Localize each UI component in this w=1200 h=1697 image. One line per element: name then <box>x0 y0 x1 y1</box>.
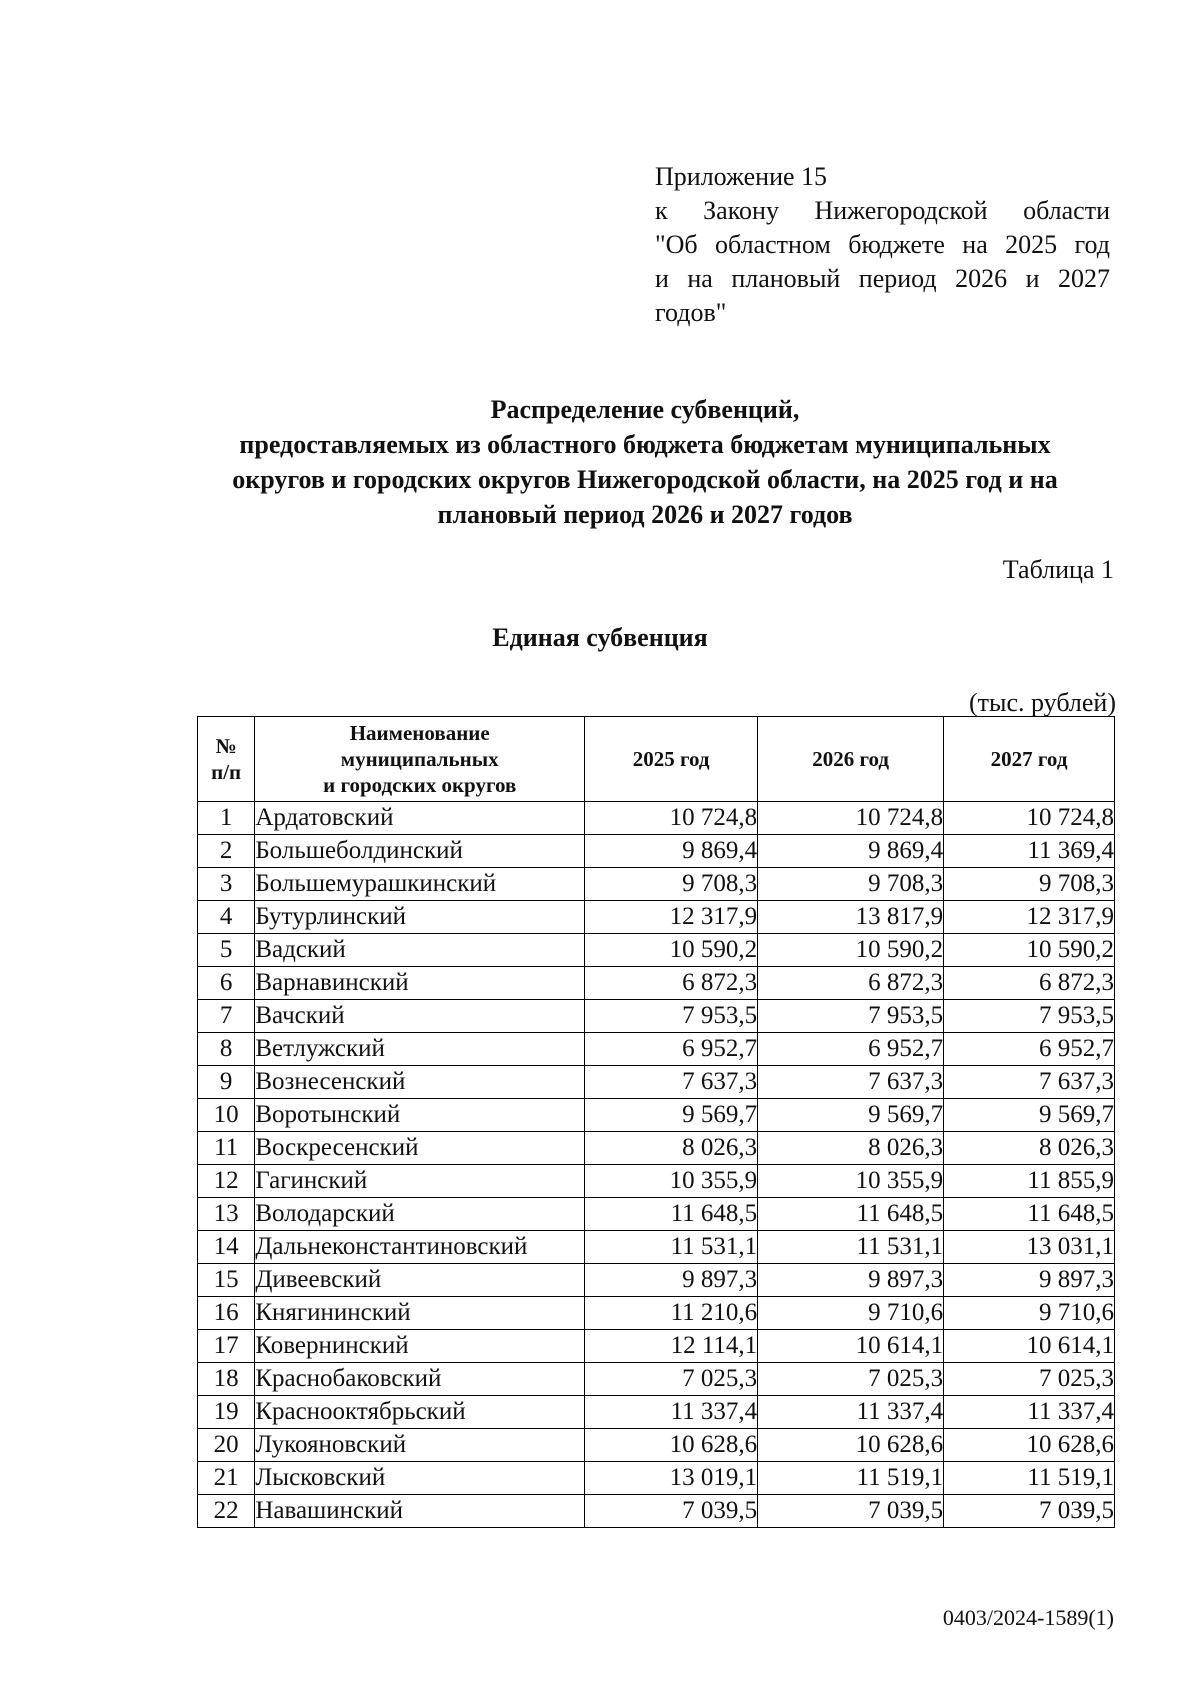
value-2025-cell: 7 039,5 <box>585 1495 758 1528</box>
value-2026-cell: 7 039,5 <box>758 1495 944 1528</box>
value-2025-cell: 9 708,3 <box>585 868 758 901</box>
value-2026-cell: 7 637,3 <box>758 1066 944 1099</box>
header-number <box>198 717 255 802</box>
value-2025-cell: 10 724,8 <box>585 802 758 835</box>
row-number-cell: 3 <box>198 868 255 901</box>
row-number-cell: 13 <box>198 1198 255 1231</box>
value-2027-cell: 9 569,7 <box>944 1099 1115 1132</box>
district-name-cell: Вачский <box>255 1000 585 1033</box>
value-2027-cell: 11 648,5 <box>944 1198 1115 1231</box>
header-name-line-2: муниципальных <box>340 747 499 771</box>
table-row <box>198 1066 1115 1099</box>
value-2025-cell: 9 897,3 <box>585 1264 758 1297</box>
value-2026-cell: 6 952,7 <box>758 1033 944 1066</box>
table-body <box>198 802 1115 1528</box>
value-2025-cell: 11 648,5 <box>585 1198 758 1231</box>
row-number-cell: 15 <box>198 1264 255 1297</box>
row-number-cell: 7 <box>198 1000 255 1033</box>
table-row <box>198 835 1115 868</box>
row-number-cell: 11 <box>198 1132 255 1165</box>
value-2025-cell: 7 637,3 <box>585 1066 758 1099</box>
table-row <box>198 934 1115 967</box>
value-2027-cell: 12 317,9 <box>944 901 1115 934</box>
table-row <box>198 1231 1115 1264</box>
value-2026-cell: 7 953,5 <box>758 1000 944 1033</box>
value-2026-cell: 11 519,1 <box>758 1462 944 1495</box>
table-label: Таблица 1 <box>1002 555 1114 584</box>
district-name-cell: Воскресенский <box>255 1132 585 1165</box>
district-name-cell: Ветлужский <box>255 1033 585 1066</box>
header-name <box>255 717 585 802</box>
value-2025-cell: 10 355,9 <box>585 1165 758 1198</box>
value-2026-cell: 10 355,9 <box>758 1165 944 1198</box>
row-number-cell: 9 <box>198 1066 255 1099</box>
district-name-cell: Ковернинский <box>255 1330 585 1363</box>
document-title <box>160 392 1130 532</box>
title-line-4: плановый период 2026 и 2027 годов <box>437 500 853 529</box>
table-row <box>198 1462 1115 1495</box>
header-number-line-1: № <box>215 734 237 758</box>
value-2025-cell: 9 869,4 <box>585 835 758 868</box>
header-number-line-2: п/п <box>211 760 242 784</box>
value-2026-cell: 10 628,6 <box>758 1429 944 1462</box>
table-row <box>198 1429 1115 1462</box>
district-name-cell: Бутурлинский <box>255 901 585 934</box>
row-number-cell: 6 <box>198 967 255 1000</box>
value-2026-cell: 6 872,3 <box>758 967 944 1000</box>
row-number-cell: 21 <box>198 1462 255 1495</box>
value-2027-cell: 8 026,3 <box>944 1132 1115 1165</box>
row-number-cell: 8 <box>198 1033 255 1066</box>
district-name-cell: Лукояновский <box>255 1429 585 1462</box>
value-2025-cell: 7 953,5 <box>585 1000 758 1033</box>
value-2027-cell: 9 708,3 <box>944 868 1115 901</box>
table-row <box>198 1396 1115 1429</box>
value-2027-cell: 6 952,7 <box>944 1033 1115 1066</box>
value-2027-cell: 11 519,1 <box>944 1462 1115 1495</box>
value-2025-cell: 12 317,9 <box>585 901 758 934</box>
value-2027-cell: 13 031,1 <box>944 1231 1115 1264</box>
row-number-cell: 4 <box>198 901 255 934</box>
appendix-line-3: "Об областном бюджете на 2025 год <box>655 230 1110 259</box>
value-2027-cell: 10 590,2 <box>944 934 1115 967</box>
table-row <box>198 1330 1115 1363</box>
district-name-cell: Краснобаковский <box>255 1363 585 1396</box>
row-number-cell: 1 <box>198 802 255 835</box>
table-row <box>198 1165 1115 1198</box>
district-name-cell: Дивеевский <box>255 1264 585 1297</box>
value-2027-cell: 6 872,3 <box>944 967 1115 1000</box>
district-name-cell: Ардатовский <box>255 802 585 835</box>
value-2027-cell: 7 953,5 <box>944 1000 1115 1033</box>
district-name-cell: Вадский <box>255 934 585 967</box>
table-row <box>198 1099 1115 1132</box>
value-2026-cell: 9 897,3 <box>758 1264 944 1297</box>
table-row <box>198 967 1115 1000</box>
value-2025-cell: 11 531,1 <box>585 1231 758 1264</box>
district-name-cell: Лысковский <box>255 1462 585 1495</box>
units-label: (тыс. рублей) <box>968 688 1116 717</box>
header-2026: 2026 год <box>758 717 944 802</box>
district-name-cell: Варнавинский <box>255 967 585 1000</box>
title-line-1: Распределение субвенций, <box>490 395 800 424</box>
row-number-cell: 18 <box>198 1363 255 1396</box>
value-2027-cell: 11 855,9 <box>944 1165 1115 1198</box>
subvention-table <box>197 716 1115 1528</box>
value-2027-cell: 7 637,3 <box>944 1066 1115 1099</box>
value-2025-cell: 9 569,7 <box>585 1099 758 1132</box>
district-name-cell: Гагинский <box>255 1165 585 1198</box>
value-2027-cell: 11 369,4 <box>944 835 1115 868</box>
appendix-line-2: к Закону Нижегородской области <box>655 196 1110 225</box>
value-2025-cell: 11 210,6 <box>585 1297 758 1330</box>
table-row <box>198 901 1115 934</box>
value-2027-cell: 7 025,3 <box>944 1363 1115 1396</box>
value-2026-cell: 9 708,3 <box>758 868 944 901</box>
table-row <box>198 1132 1115 1165</box>
title-line-3: округов и городских округов Нижегородской области, на 2025 год и на <box>232 465 1058 494</box>
value-2025-cell: 11 337,4 <box>585 1396 758 1429</box>
table-subtitle: Единая субвенция <box>492 623 708 652</box>
value-2025-cell: 6 952,7 <box>585 1033 758 1066</box>
district-name-cell: Володарский <box>255 1198 585 1231</box>
row-number-cell: 12 <box>198 1165 255 1198</box>
value-2027-cell: 10 724,8 <box>944 802 1115 835</box>
document-code: 0403/2024-1589(1) <box>942 1605 1114 1630</box>
row-number-cell: 20 <box>198 1429 255 1462</box>
value-2025-cell: 8 026,3 <box>585 1132 758 1165</box>
table-row <box>198 1495 1115 1528</box>
row-number-cell: 14 <box>198 1231 255 1264</box>
table-row <box>198 1000 1115 1033</box>
district-name-cell: Княгининский <box>255 1297 585 1330</box>
table-row <box>198 802 1115 835</box>
header-2025: 2025 год <box>585 717 758 802</box>
district-name-cell: Большемурашкинский <box>255 868 585 901</box>
appendix-line-1: Приложение 15 <box>655 162 828 191</box>
value-2025-cell: 12 114,1 <box>585 1330 758 1363</box>
row-number-cell: 10 <box>198 1099 255 1132</box>
value-2025-cell: 10 590,2 <box>585 934 758 967</box>
value-2026-cell: 10 590,2 <box>758 934 944 967</box>
row-number-cell: 2 <box>198 835 255 868</box>
appendix-line-5: годов" <box>655 298 727 327</box>
row-number-cell: 5 <box>198 934 255 967</box>
district-name-cell: Навашинский <box>255 1495 585 1528</box>
value-2026-cell: 9 710,6 <box>758 1297 944 1330</box>
title-line-2: предоставляемых из областного бюджета бюджетам муниципальных <box>239 430 1051 459</box>
table-row <box>198 868 1115 901</box>
value-2026-cell: 7 025,3 <box>758 1363 944 1396</box>
table-row <box>198 1264 1115 1297</box>
value-2025-cell: 7 025,3 <box>585 1363 758 1396</box>
row-number-cell: 17 <box>198 1330 255 1363</box>
header-2027: 2027 год <box>944 717 1115 802</box>
value-2025-cell: 10 628,6 <box>585 1429 758 1462</box>
value-2025-cell: 13 019,1 <box>585 1462 758 1495</box>
header-name-line-3: и городских округов <box>323 773 517 797</box>
table-header-row <box>198 717 1115 802</box>
value-2027-cell: 9 897,3 <box>944 1264 1115 1297</box>
value-2027-cell: 7 039,5 <box>944 1495 1115 1528</box>
row-number-cell: 16 <box>198 1297 255 1330</box>
district-name-cell: Краснооктябрьский <box>255 1396 585 1429</box>
value-2026-cell: 11 531,1 <box>758 1231 944 1264</box>
table-row <box>198 1297 1115 1330</box>
table-row <box>198 1198 1115 1231</box>
appendix-line-4: и на плановый период 2026 и 2027 <box>655 264 1110 293</box>
table-row <box>198 1033 1115 1066</box>
header-name-line-1: Наименование <box>349 721 490 745</box>
district-name-cell: Вознесенский <box>255 1066 585 1099</box>
value-2027-cell: 11 337,4 <box>944 1396 1115 1429</box>
value-2026-cell: 9 869,4 <box>758 835 944 868</box>
value-2025-cell: 6 872,3 <box>585 967 758 1000</box>
row-number-cell: 22 <box>198 1495 255 1528</box>
value-2026-cell: 11 648,5 <box>758 1198 944 1231</box>
value-2027-cell: 9 710,6 <box>944 1297 1115 1330</box>
value-2026-cell: 9 569,7 <box>758 1099 944 1132</box>
value-2026-cell: 10 724,8 <box>758 802 944 835</box>
value-2026-cell: 8 026,3 <box>758 1132 944 1165</box>
district-name-cell: Воротынский <box>255 1099 585 1132</box>
district-name-cell: Дальнеконстантиновский <box>255 1231 585 1264</box>
district-name-cell: Большеболдинский <box>255 835 585 868</box>
table-row <box>198 1363 1115 1396</box>
value-2026-cell: 13 817,9 <box>758 901 944 934</box>
value-2026-cell: 10 614,1 <box>758 1330 944 1363</box>
appendix-block <box>655 160 1110 330</box>
value-2027-cell: 10 614,1 <box>944 1330 1115 1363</box>
value-2027-cell: 10 628,6 <box>944 1429 1115 1462</box>
row-number-cell: 19 <box>198 1396 255 1429</box>
value-2026-cell: 11 337,4 <box>758 1396 944 1429</box>
